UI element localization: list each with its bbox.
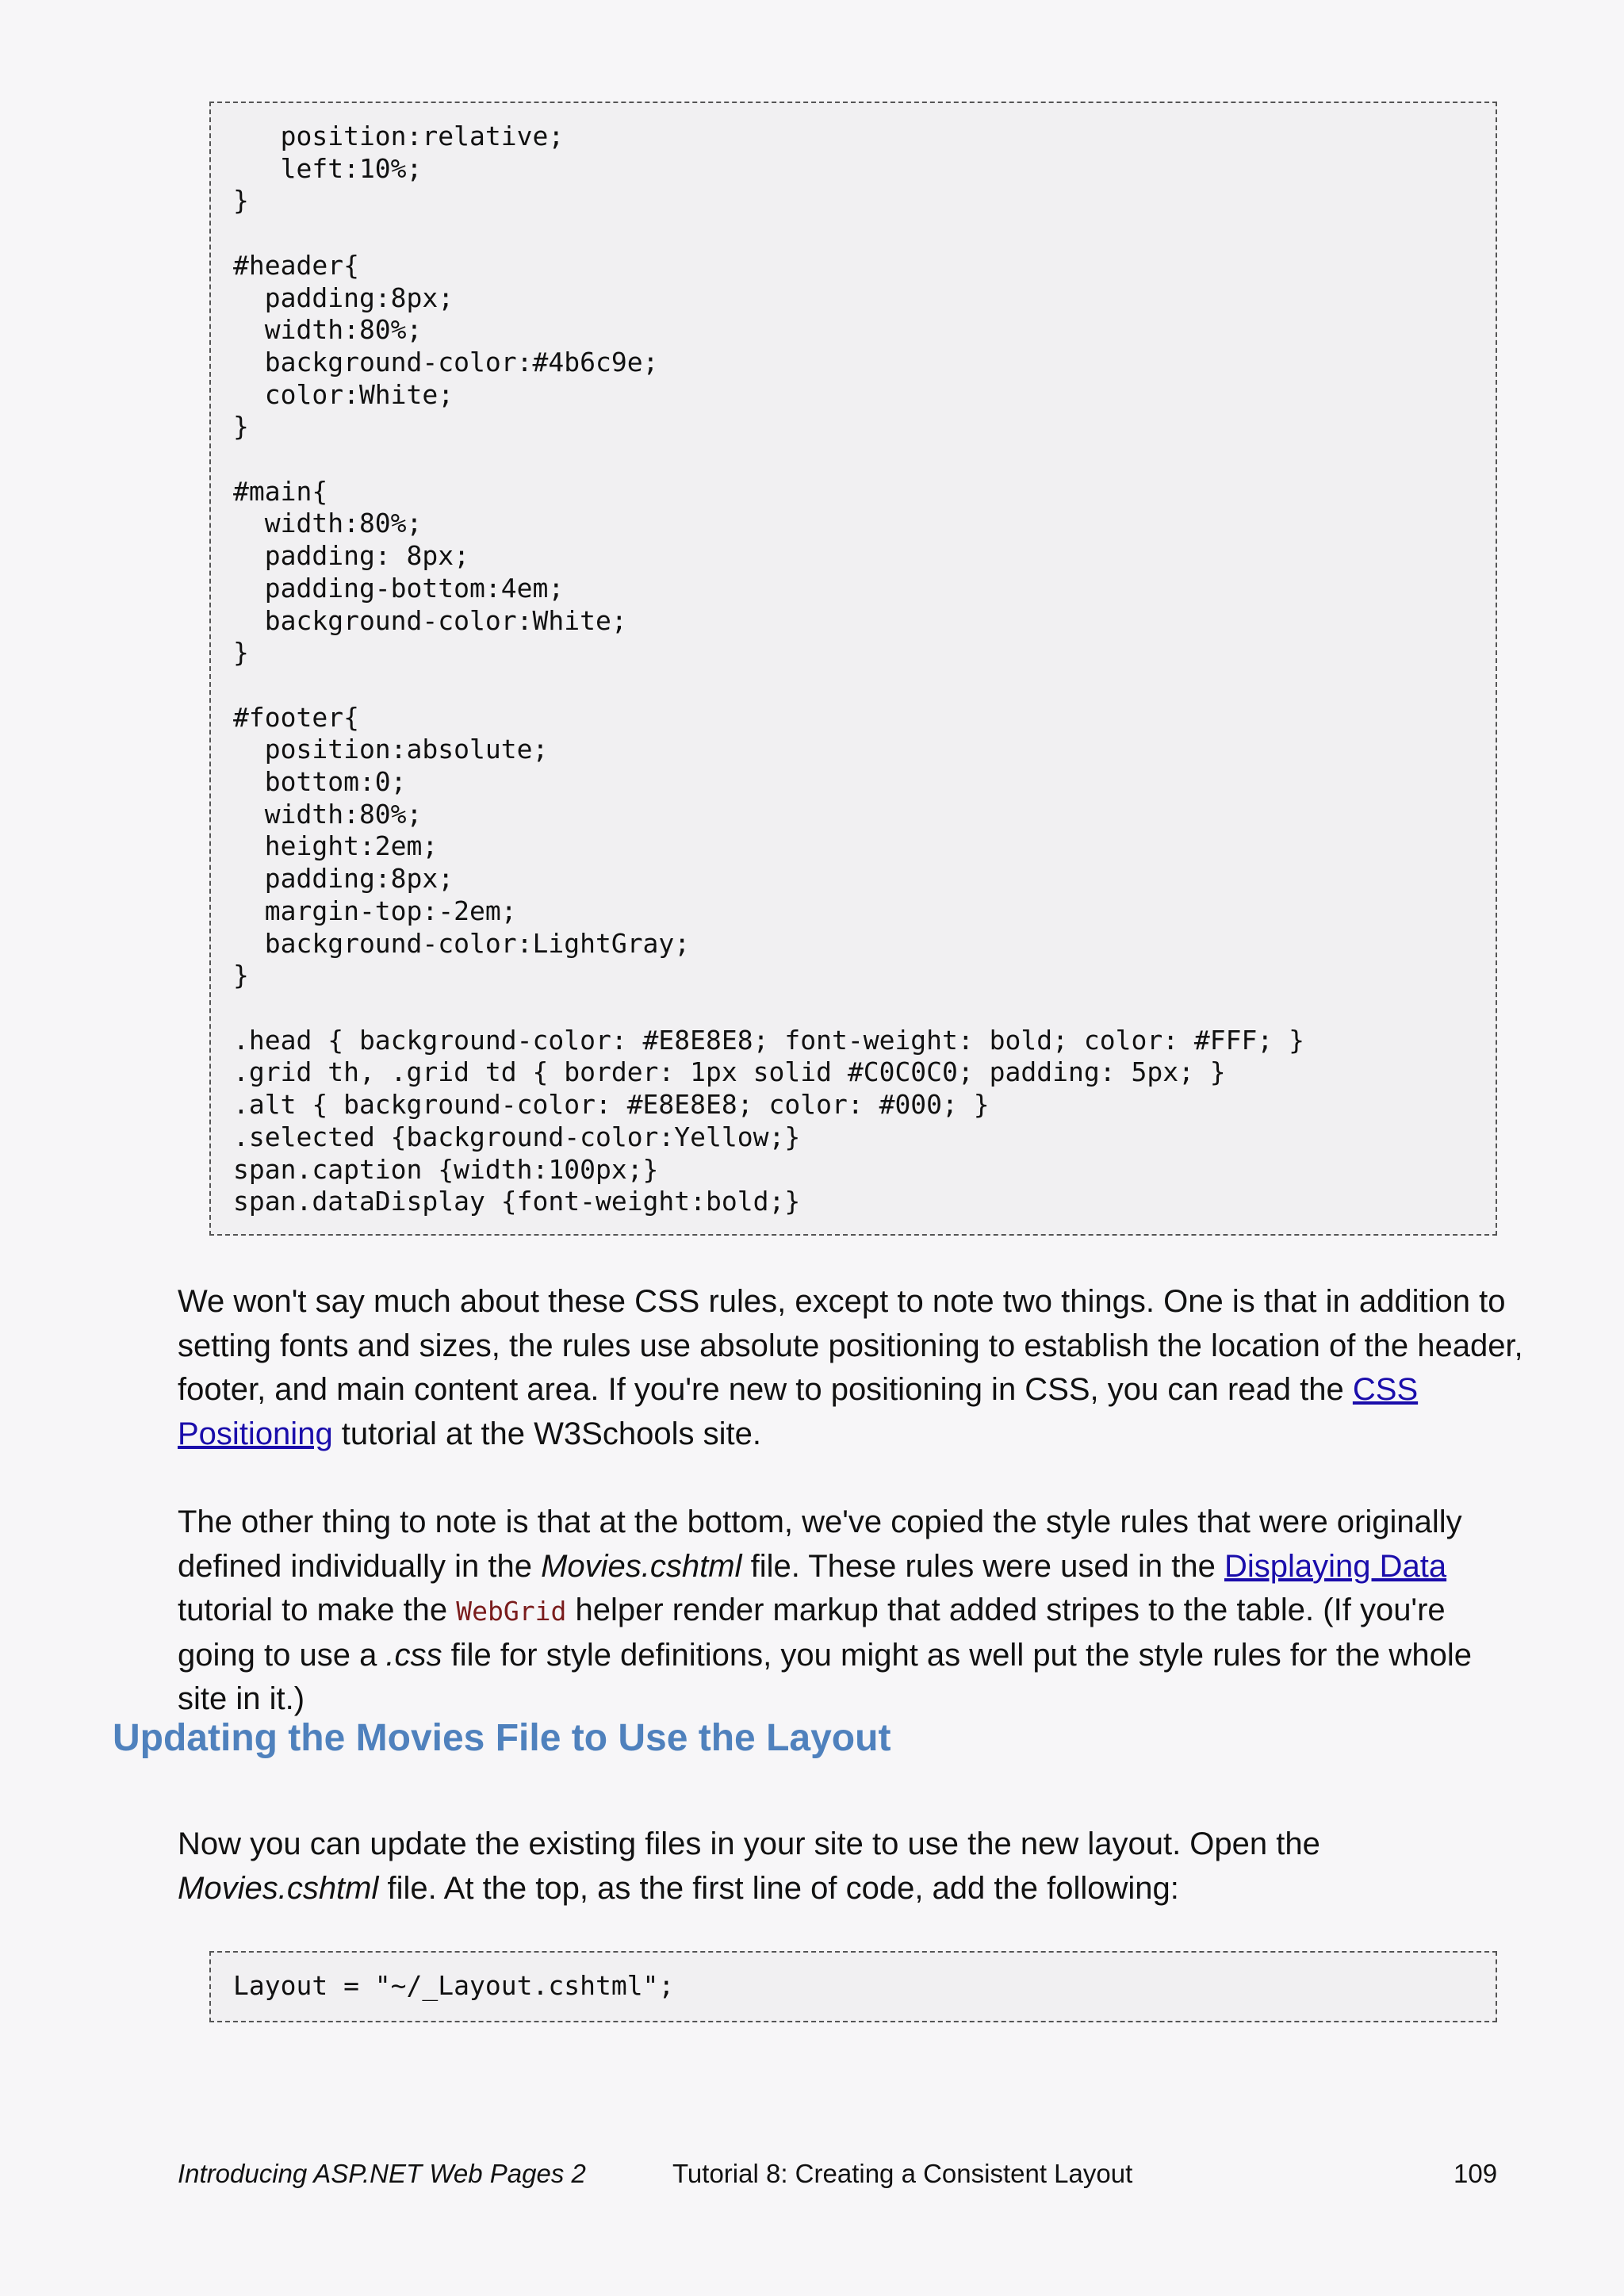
- footer-book-title: Introducing ASP.NET Web Pages 2: [178, 2159, 586, 2188]
- para3-text-1: Now you can update the existing files in your site to use the new layout. Open the: [178, 1826, 1320, 1861]
- para2-text-1: The other thing to note is that at the bottom, we've copied the style rules that were originally defined individually in the: [178, 1504, 1462, 1584]
- para3-filename: Movies.cshtml: [178, 1870, 379, 1906]
- paragraph-update-movies: [178, 1823, 1526, 1911]
- para3-text-2: file. At the top, as the first line of code, add the following:: [378, 1870, 1179, 1906]
- para2-css-ext: .css: [385, 1637, 442, 1673]
- para1-text-after: tutorial at the W3Schools site.: [332, 1416, 761, 1451]
- paragraph-style-rules: [178, 1501, 1526, 1722]
- para2-filename: Movies.cshtml: [541, 1548, 742, 1584]
- paragraph-css-rules: [178, 1280, 1526, 1456]
- para2-text-3: tutorial to make the: [178, 1593, 457, 1627]
- para2-text-5: file for style definitions, you might as well put the style rules for the whole site in it.): [178, 1637, 1472, 1716]
- para2-text-2: file. These rules were used in the: [741, 1548, 1224, 1584]
- displaying-data-link[interactable]: Displaying Data: [1224, 1548, 1447, 1584]
- layout-code-block: [209, 1951, 1497, 2022]
- layout-code-text: Layout = "~/_Layout.cshtml";: [233, 1970, 675, 2001]
- section-heading: Updating the Movies File to Use the Layout: [113, 1717, 891, 1759]
- css-positioning-link[interactable]: CSS Positioning: [178, 1372, 1419, 1451]
- page-number: 109: [1454, 2159, 1498, 2188]
- webgrid-code: WebGrid: [456, 1596, 567, 1627]
- para2-text-4: helper render markup that added stripes to the table. (If you're going to use a: [178, 1593, 1446, 1673]
- css-code-block: [209, 102, 1497, 1236]
- css-code-text: position:relative; left:10%; } #header{ padding:8px; width:80%; background-color:#4b6c9e; color:White; } #main{ width:80%; padding: 8px; padding-bottom:4em; background-color:White; } #footer{ position:absolute; bottom:0; width:80%; height:2em; padding:8px; margin-top:-2em; background-color:LightGray; } .head { background-color: #E8E8E8; font-weight: bold; color: #FFF; } .grid th, .grid td { border: 1px solid #C0C0C0; padding: 5px; } .alt { background-color: #E8E8E8; color: #000; } .selected {background-color:Yellow;} span.caption {width:100px;} span.dataDisplay {font-weight:bold;}: [233, 121, 1305, 1217]
- para1-text-before: We won't say much about these CSS rules, except to note two things. One is that in addition to setting fonts and sizes, the rules use absolute positioning to establish the location of the header, footer, and main content area. If you're new to positioning in CSS, you can read the: [178, 1284, 1523, 1407]
- footer-chapter-title: Tutorial 8: Creating a Consistent Layout: [672, 2159, 1133, 2188]
